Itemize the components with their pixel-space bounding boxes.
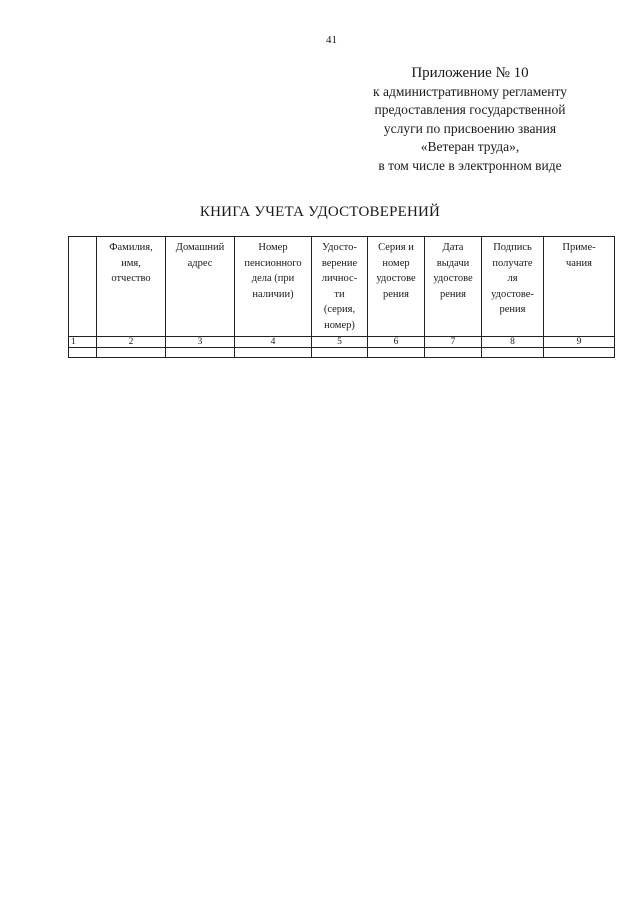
table-row xyxy=(69,348,615,358)
appendix-title: Приложение № 10 xyxy=(411,65,529,81)
header-label-line: номер) xyxy=(324,319,355,331)
column-number-row xyxy=(69,337,615,348)
appendix-line: к административному регламенту xyxy=(373,83,567,99)
document-title: КНИГА УЧЕТА УДОСТОВЕРЕНИЙ xyxy=(199,204,441,220)
table-cell xyxy=(97,348,166,358)
certificate-ledger-table xyxy=(68,236,615,358)
header-label-line: наличии) xyxy=(252,288,294,300)
appendix-line: «Ветеран труда», xyxy=(420,139,520,154)
table-cell xyxy=(312,348,368,358)
table-cell xyxy=(425,348,482,358)
table-cell xyxy=(368,348,425,358)
header-label-line: Приме- xyxy=(562,242,596,253)
column-number: 4 xyxy=(235,337,312,348)
header-label-line: отчество xyxy=(111,273,151,284)
header-cell xyxy=(482,237,544,337)
header-label-line: Дата xyxy=(442,242,464,253)
column-number: 3 xyxy=(166,337,235,348)
header-cell xyxy=(425,237,482,337)
header-cell xyxy=(166,237,235,337)
column-number: 2 xyxy=(97,337,166,348)
table-cell xyxy=(235,348,312,358)
table-cell xyxy=(69,348,97,358)
header-label-line: верение xyxy=(321,257,358,269)
header-label-line: дела (при xyxy=(251,273,295,284)
header-label-line: (серия, xyxy=(323,304,356,315)
header-label-line: рения xyxy=(440,288,466,300)
header-label-line: Номер xyxy=(258,242,288,253)
header-label-line: получате xyxy=(492,257,533,269)
header-label-line: выдачи xyxy=(436,257,470,269)
column-number: 8 xyxy=(482,337,544,348)
column-number: 6 xyxy=(368,337,425,348)
header-label-line: Фамилия, xyxy=(109,242,153,253)
header-label-line: Подпись xyxy=(493,242,532,253)
table-header-row xyxy=(69,237,615,337)
table-cell xyxy=(166,348,235,358)
column-number: 5 xyxy=(312,337,368,348)
header-cell xyxy=(69,237,97,337)
table-cell xyxy=(544,348,615,358)
appendix-line: услуги по присвоению звания xyxy=(383,120,557,136)
header-label-line: ти xyxy=(334,288,345,300)
table-cell xyxy=(482,348,544,358)
header-label-line: личнос- xyxy=(321,273,358,284)
header-label-line: удостове- xyxy=(491,288,534,300)
header-cell xyxy=(97,237,166,337)
header-label-line: имя, xyxy=(121,257,141,269)
header-cell xyxy=(368,237,425,337)
header-label-line: пенсионного xyxy=(244,257,302,269)
header-label-line: рения xyxy=(383,288,409,300)
header-label-line: Домашний xyxy=(175,242,225,253)
page-number: 41 xyxy=(326,34,337,46)
header-label-line: рения xyxy=(499,304,526,315)
appendix-line: в том числе в электронном виде xyxy=(378,157,562,173)
header-label-line: удостове xyxy=(376,273,416,284)
header-label-line: адрес xyxy=(187,257,213,269)
header-cell xyxy=(544,237,615,337)
appendix-header xyxy=(350,64,590,175)
column-number: 9 xyxy=(544,337,615,348)
column-number: 7 xyxy=(425,337,482,348)
header-label-line: удостове xyxy=(433,273,473,284)
header-cell xyxy=(312,237,368,337)
header-label-line: Удосто- xyxy=(322,242,357,253)
column-number: 1 xyxy=(69,337,97,348)
header-label-line: ля xyxy=(507,273,518,284)
header-label-line: Серия и xyxy=(378,242,414,253)
header-cell xyxy=(235,237,312,337)
header-label-line: номер xyxy=(382,257,410,269)
header-label-line: чания xyxy=(565,257,592,269)
appendix-line: предоставления государственной xyxy=(374,102,566,117)
